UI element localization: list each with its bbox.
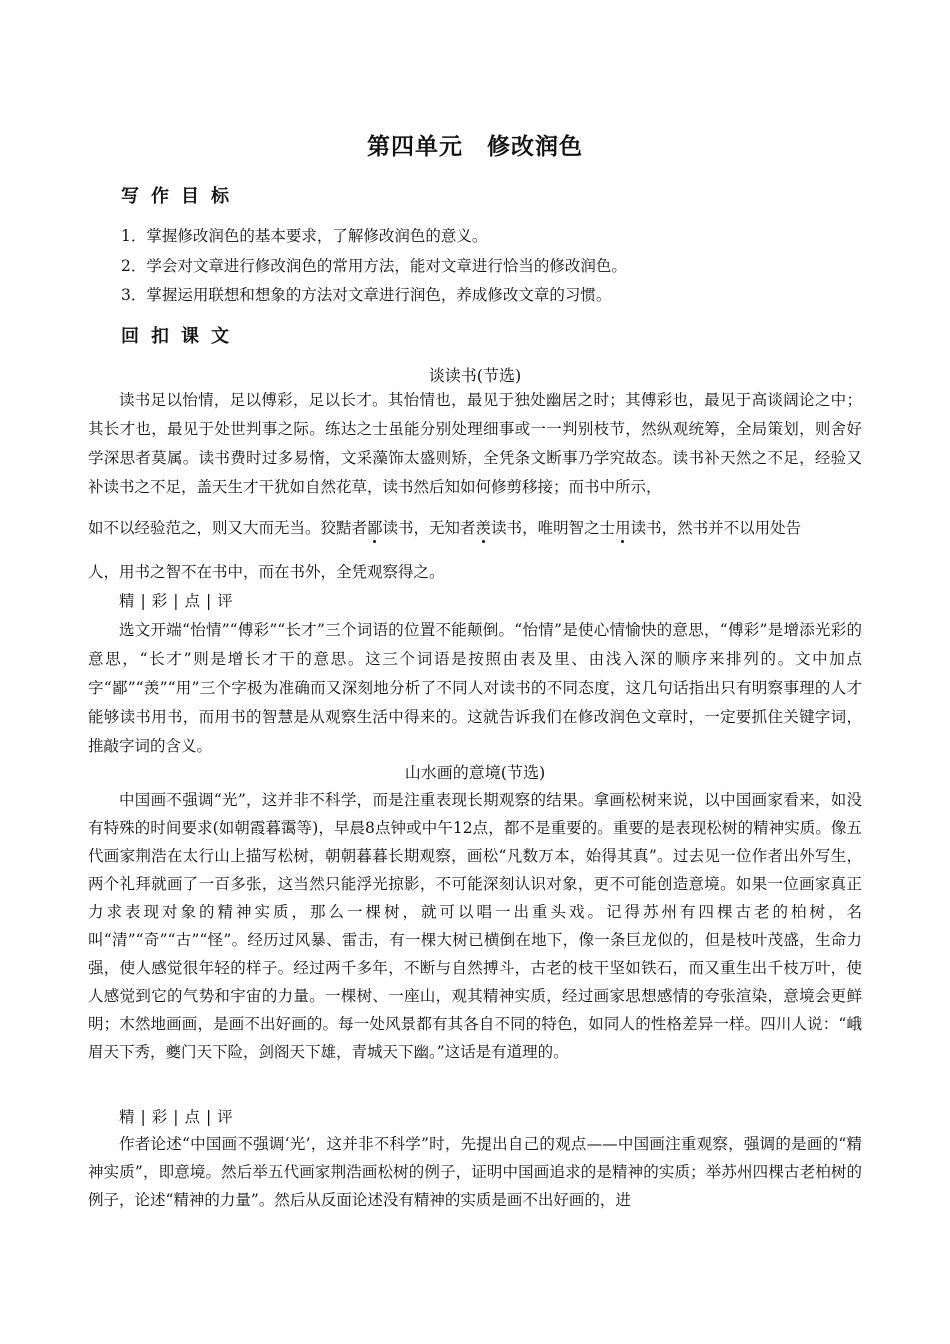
paragraph-text: 读书，唯明智之士 (491, 519, 616, 537)
goal-item-1: 1．掌握修改润色的基本要求，了解修改润色的意义。 (121, 227, 488, 245)
article1-comment: 选文开端“怡情”“傅彩”“长才”三个词语的位置不能颠倒。“怡情”是使心情愉快的意思，“傅彩”是增添光彩的意思，“长才”则是增长才干的意思。这三个词语是按照由表及里、由浅入深的顺序来排列的。文中加点字“鄙”“羡”“用”三个字极为准确而又深刻地分析了不同人对读书的不同态度，这几句话指出只有明察事理的人才能够读书用书，而用书的智慧是从观察生活中得来的。这就告诉我们在修改润色文章时，一定要抓住关键字词，推敲字词的含义。 (88, 621, 862, 755)
paragraph-text: 如不以经验范之，则又大而无当。狡黠者 (88, 519, 368, 537)
article2-comment: 作者论述“中国画不强调‘光’，这并非不科学”时，先提出自己的观点——中国画注重观察，强调的是画的“精神实质”，即意境。然后举五代画家荆浩画松树的例子，证明中国画追求的是精神的实质；举苏州四棵古老柏树的例子，论述“精神的力量”。然后从反面论述没有精神的实质是画不出好画的，进 (88, 1135, 862, 1209)
dotted-char-bi: 鄙 (367, 519, 383, 537)
article1-paragraph-3: 人，用书之智不在书中，而在书外，全凭观察得之。 (88, 563, 445, 581)
writing-goals-heading: 写作目标 (121, 186, 241, 207)
article1-paragraph-2 (88, 505, 862, 551)
article1-title: 谈读书(节选) (428, 366, 522, 385)
article2-paragraph-1: 中国画不强调“光”，这并非不科学，而是注重表现长期观察的结果。拿画松树来说，以中国画家看来，如没有特殊的时间要求(如朝霞暮霭等)，早晨8点钟或中午12点，都不是重要的。重要的是表现松树的精神实质。像五代画家荆浩在太行山上描写松树，朝朝暮暮长期观察，画松“凡数万本，始得其真”。过去见一位作者出外写生，两个礼拜就画了一百多张，这当然只能浮光掠影，不可能深刻认识对象，更不可能创造意境。如果一位画家真正力求表现对象的精神实质，那么一棵树，就可以唱一出重头戏。记得苏州有四棵古老的柏树，名叫“清”“奇”“古”“怪”。经历过风暴、雷击，有一棵大树已横倒在地下，像一条巨龙似的，但是枝叶茂盛，生命力强，使人感觉很年轻的样子。经过两千多年，不断与自然搏斗，古老的枝干坚如铁石，而又重生出千枝万叶，使人感觉到它的气势和宇宙的力量。一棵树、一座山，观其精神实质，经过画家思想感情的夸张渲染，意境会更鲜明；木然地画画，是画不出好画的。每一处风景都有其各自不同的特色，如同人的性格差异一样。四川人说：“峨眉天下秀，夔门天下险，剑阁天下雄，青城天下幽。”这话是有道理的。 (88, 791, 862, 1061)
review-heading: 回扣课文 (121, 326, 241, 347)
dotted-char-yong: 用 (615, 519, 631, 537)
dotted-char-xian: 羡 (475, 519, 492, 537)
paragraph-text: 读书，然书并不以用处告 (630, 519, 802, 537)
goal-item-2: 2．学会对文章进行修改润色的常用方法，能对文章进行恰当的修改润色。 (121, 257, 627, 275)
article2-comment-label: 精|彩|点|评 (119, 1108, 239, 1126)
article2-title: 山水画的意境(节选) (404, 763, 546, 782)
article1-comment-label: 精|彩|点|评 (119, 592, 239, 610)
goal-item-3: 3．掌握运用联想和想象的方法对文章进行润色，养成修改文章的习惯。 (121, 286, 612, 304)
paragraph-text: 读书，无知者 (382, 519, 476, 537)
article1-paragraph-1: 读书足以怡情，足以傅彩，足以长才。其怡情也，最见于独处幽居之时；其傅彩也，最见于高谈阔论之中；其长才也，最见于处世判事之际。练达之士虽能分别处理细事或一一判别枝节，然纵观统筹，全局策划，则舍好学深思者莫属。读书费时过多易惰，文采藻饰太盛则矫，全凭条文断事乃学究故态。读书补天然之不足，经验又补读书之不足，盖天生才干犹如自然花草，读书然后知如何修剪移接；而书中所示， (88, 391, 862, 496)
page-title: 第四单元 修改润色 (367, 134, 583, 160)
